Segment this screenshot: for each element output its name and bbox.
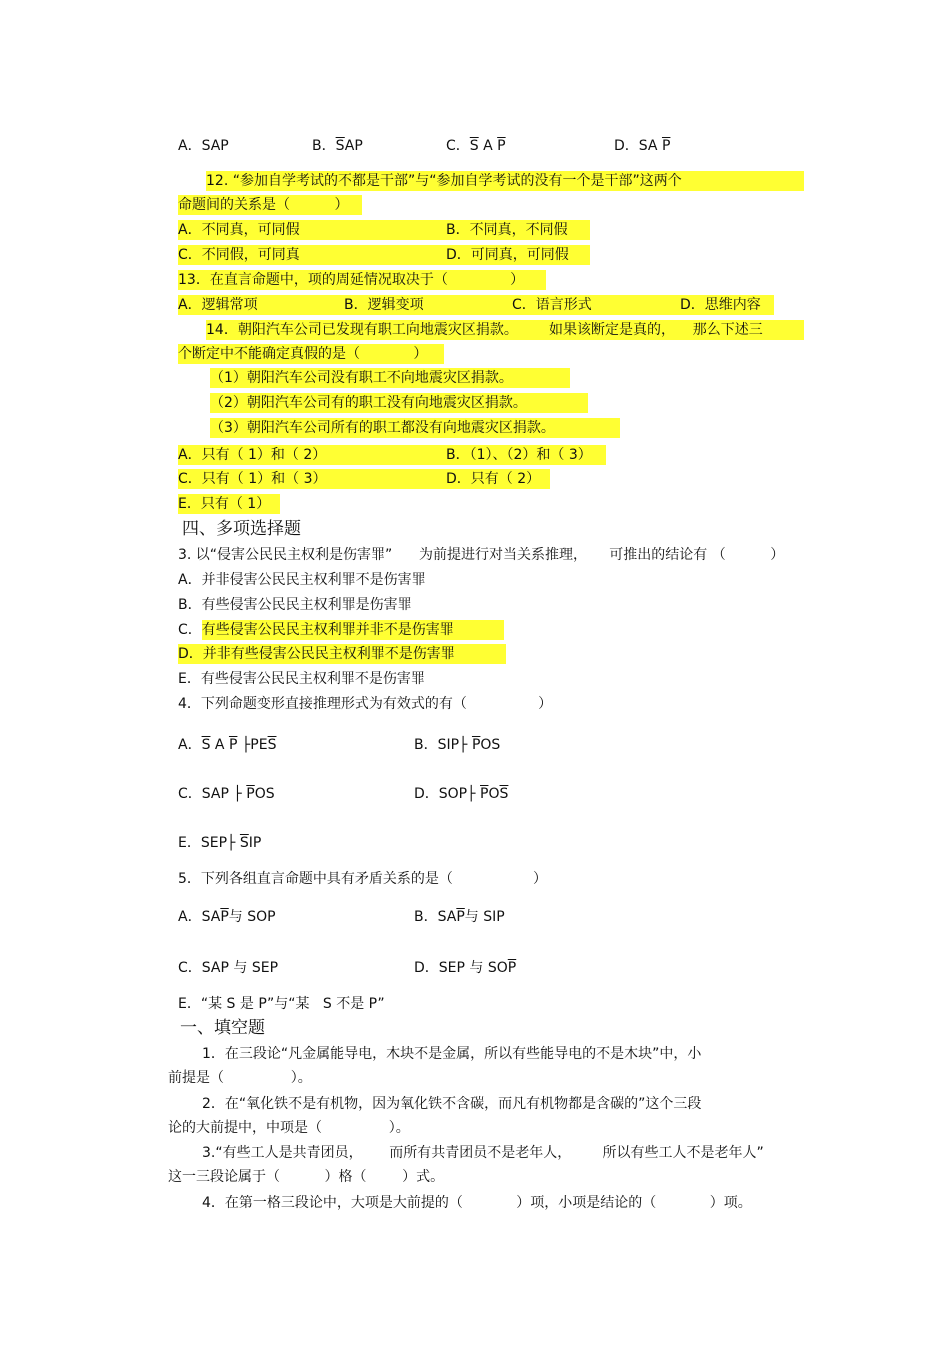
m3-option-e: E．有些侵害公民民主权利罪不是伤害罪	[178, 671, 425, 687]
f3-line1: 3.“有些工人是共青团员， 而所有共青团员不是老年人， 所以有些工人不是老年人”	[202, 1145, 764, 1161]
q11-option-c: C．$\overline{S}$ A $\overline{P}$	[446, 138, 506, 154]
q14-statement-3: （3）朝阳汽车公司所有的职工都没有向地震灾区捐款。	[210, 418, 620, 438]
m4-option-b: B．SIP├ $\overline{P}OS$	[414, 737, 501, 753]
m5-option-d: D．SEP 与 $SO\overline{P}$	[414, 960, 517, 976]
q13-option-d: D．思维内容	[680, 297, 761, 313]
m3-option-b: B．有些侵害公民民主权利罪是伤害罪	[178, 597, 412, 613]
q14-option-e: E．只有（ 1）	[178, 494, 280, 514]
m4-option-c: C．SAP ├ $\overline{P}OS$	[178, 786, 275, 802]
q11-option-a: A．SAP	[178, 138, 229, 154]
m5-option-a: A．$SA\overline{P}$与 SOP	[178, 909, 276, 925]
m3-option-c: C．有些侵害公民民主权利罪并非不是伤害罪	[178, 620, 504, 640]
f2-line1: 2．在“氧化铁不是有机物，因为氧化铁不含碳，而凡有机物都是含碳的”这个三段	[202, 1096, 702, 1112]
section-fill-blank-heading: 一、填空题	[180, 1018, 265, 1038]
f2-line2: 论的大前提中，中项是（ ）。	[168, 1120, 410, 1136]
q14-option-a: A．只有（ 1）和（ 2）	[178, 447, 327, 463]
q13-stem: 13．在直言命题中，项的周延情况取决于（ ）	[178, 270, 546, 290]
q11-option-d: D．SA $\overline{P}$	[614, 138, 671, 154]
m4-option-e: E．SEP├ $\overline{S}IP$	[178, 835, 262, 851]
f3-line2: 这一三段论属于（ ）格（ ）式。	[168, 1169, 445, 1185]
q14-option-c: C．只有（ 1）和（ 3）	[178, 471, 327, 487]
q14-statement-2: （2）朝阳汽车公司有的职工没有向地震灾区捐款。	[210, 393, 588, 413]
m3-option-a: A．并非侵害公民民主权利罪不是伤害罪	[178, 572, 426, 588]
q14-option-d: D．只有（ 2）	[446, 471, 541, 487]
q13-option-b: B．逻辑变项	[344, 297, 424, 313]
q12-options-row2	[178, 245, 590, 265]
f4-line1: 4．在第一格三段论中，大项是大前提的（ ）项，小项是结论的（ ）项。	[202, 1195, 752, 1211]
q14-stem-line2: 个断定中不能确定真假的是（ ）	[178, 344, 444, 364]
m5-option-c: C．SAP 与 SEP	[178, 960, 279, 976]
m5-option-b: B．$SA\overline{P}$与 SIP	[414, 909, 505, 925]
m4-stem: 4．下列命题变形直接推理形式为有效式的有（ ）	[178, 696, 553, 712]
q14-option-b: B．（1）、（2）和（ 3）	[446, 447, 592, 463]
q14-options-row1	[178, 445, 606, 465]
q13-options	[178, 295, 774, 315]
m4-option-d: D．SOP├ $\overline{P}O\overline{S}$	[414, 786, 509, 802]
m3-option-c-highlight: 有些侵害公民民主权利罪并非不是伤害罪	[202, 620, 504, 640]
q14-stem-line1: 14．朝阳汽车公司已发现有职工向地震灾区捐款。 如果该断定是真的， 那么下述三	[206, 320, 804, 340]
q13-option-c: C．语言形式	[512, 297, 592, 313]
q12-stem-line1: 12. “参加自学考试的不都是干部”与“参加自学考试的没有一个是干部”这两个	[206, 171, 804, 191]
m3-option-d: D．并非有些侵害公民民主权利罪不是伤害罪	[178, 644, 506, 664]
m3-stem: 3. 以“侵害公民民主权利是伤害罪” 为前提进行对当关系推理， 可推出的结论有 （ ）	[178, 547, 785, 563]
q11-option-b: B．$\overline{S}AP$	[312, 138, 363, 154]
q12-stem-line2: 命题间的关系是（ ）	[178, 195, 362, 215]
q12-option-d: D．可同真，可同假	[446, 247, 569, 263]
q12-option-b: B．不同真，不同假	[446, 222, 568, 238]
q12-options-row1	[178, 220, 590, 240]
m5-option-e: E．“某 S 是 P”与“某 S 不是 P”	[178, 996, 385, 1012]
section-multiple-choice-heading: 四、多项选择题	[182, 519, 301, 539]
q12-option-c: C．不同假，可同真	[178, 247, 300, 263]
q12-option-a: A．不同真，可同假	[178, 222, 300, 238]
q13-option-a: A．逻辑常项	[178, 297, 258, 313]
m5-stem: 5．下列各组直言命题中具有矛盾关系的是（ ）	[178, 871, 548, 887]
q14-statement-1: （1）朝阳汽车公司没有职工不向地震灾区捐款。	[210, 368, 570, 388]
f1-line1: 1．在三段论“凡金属能导电，木块不是金属，所以有些能导电的不是木块”中，小	[202, 1046, 702, 1062]
q14-options-row2	[178, 469, 550, 489]
m4-option-a: A．$\overline{S}$ A $\overline{P}$ $├PE\overline{S}$	[178, 737, 277, 753]
f1-line2: 前提是（ ）。	[168, 1070, 312, 1086]
